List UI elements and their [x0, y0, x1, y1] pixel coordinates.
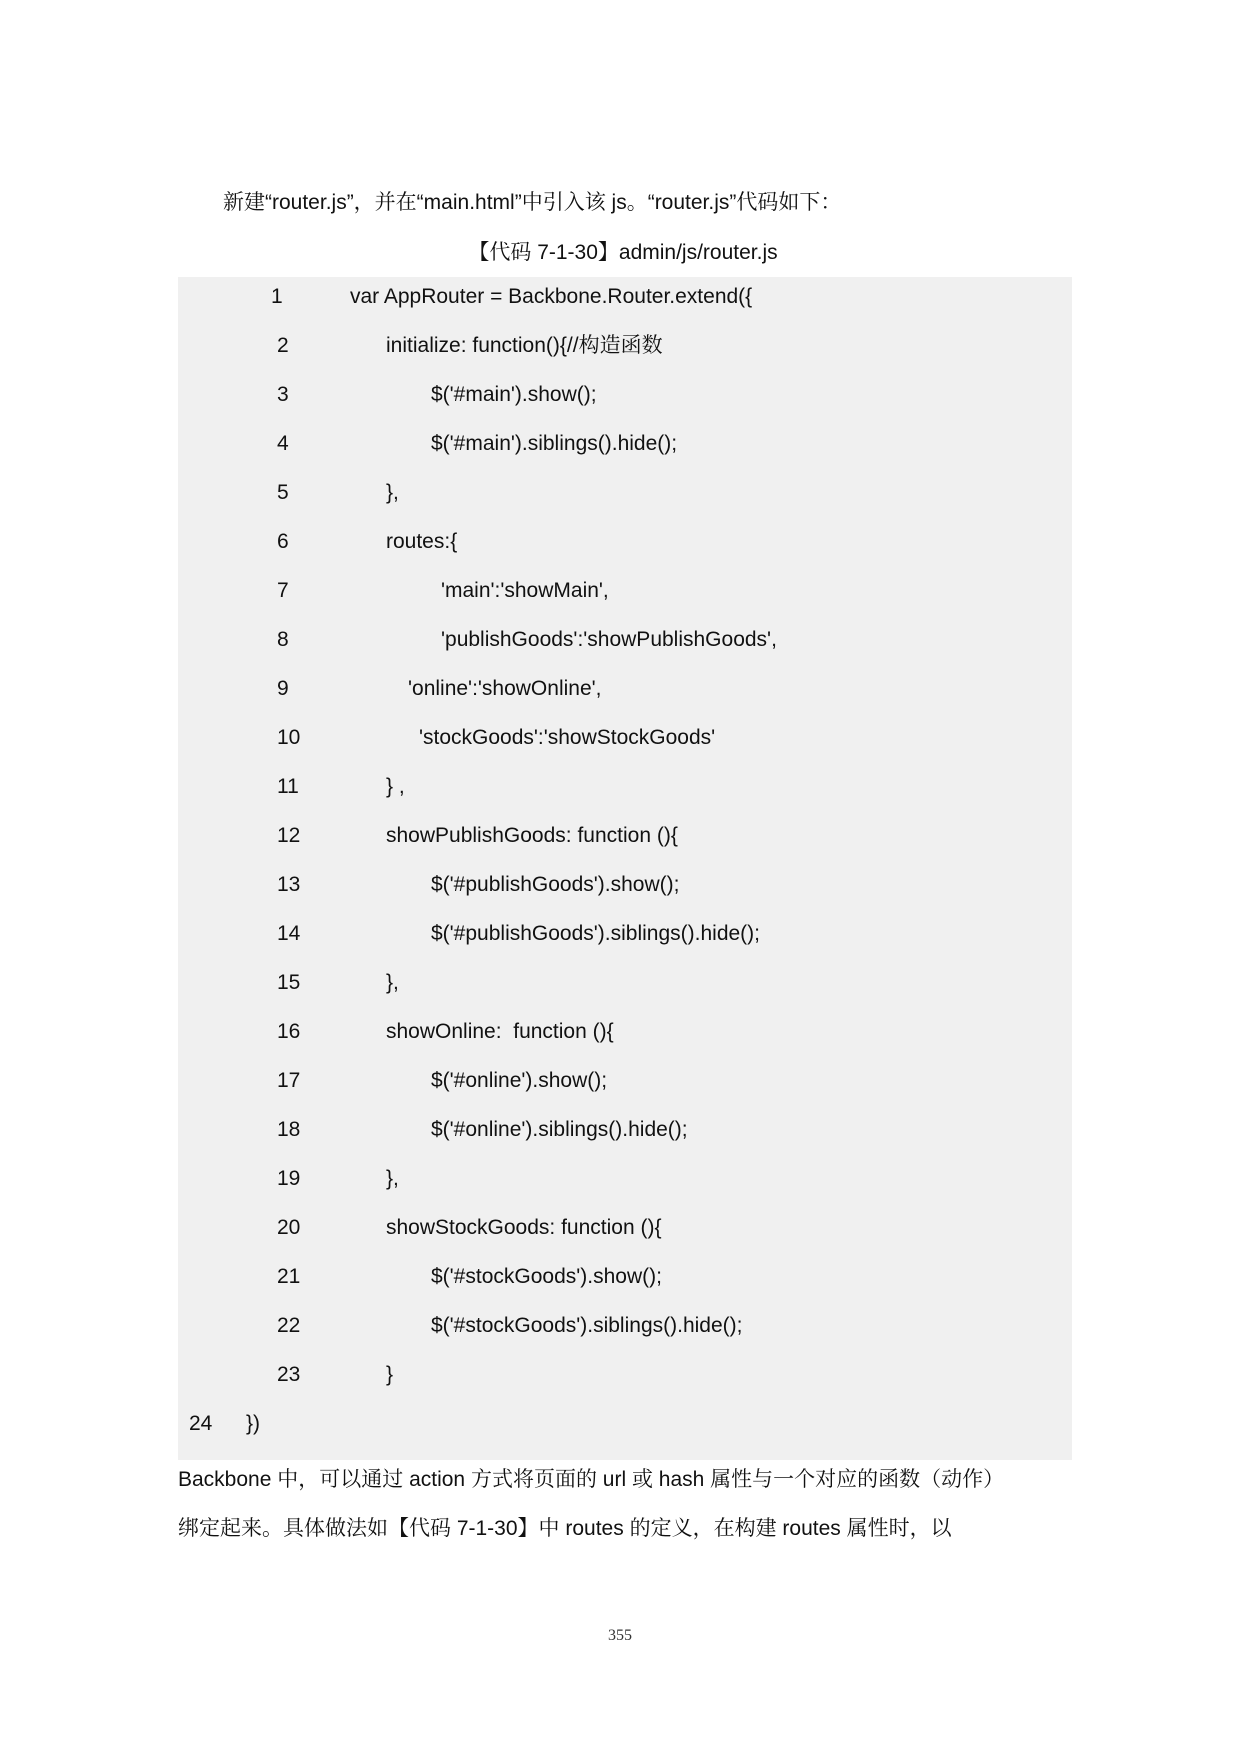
- code-text: $('#main').show();: [431, 383, 597, 406]
- code-text: },: [386, 481, 399, 504]
- code-line: [178, 522, 458, 562]
- code-line: [178, 1355, 394, 1395]
- code-text: $('#stockGoods').siblings().hide();: [431, 1314, 743, 1337]
- line-number: 11: [277, 775, 299, 798]
- code-text: showStockGoods: function (){: [386, 1216, 662, 1239]
- line-number: 6: [277, 530, 289, 553]
- code-caption: 【代码 7-1-30】admin/js/router.js: [468, 241, 778, 264]
- code-text: }: [386, 1363, 394, 1386]
- line-number: 2: [277, 334, 289, 357]
- line-number: 23: [277, 1363, 301, 1386]
- line-number: 10: [277, 726, 301, 749]
- line-number: 15: [277, 971, 301, 994]
- code-line: [178, 767, 405, 807]
- line-number: 18: [277, 1118, 301, 1141]
- code-text: $('#main').siblings().hide();: [431, 432, 678, 455]
- line-number: 19: [277, 1167, 301, 1190]
- code-text: var AppRouter = Backbone.Router.extend({: [350, 285, 753, 308]
- line-number: 8: [277, 628, 289, 651]
- code-line: [178, 1159, 399, 1199]
- code-text: $('#stockGoods').show();: [431, 1265, 662, 1288]
- code-text: 'main':'showMain',: [441, 579, 609, 602]
- code-line: [178, 1306, 743, 1346]
- line-number: 17: [277, 1069, 301, 1092]
- code-line: [178, 1012, 614, 1052]
- line-number: 9: [277, 677, 289, 700]
- code-text: 'stockGoods':'showStockGoods': [419, 726, 716, 749]
- code-line: [178, 1110, 688, 1150]
- code-line: [178, 1061, 608, 1101]
- code-line: [178, 669, 602, 709]
- code-line: [178, 326, 663, 366]
- line-number: 24: [189, 1412, 213, 1435]
- code-line: [178, 865, 680, 905]
- intro-paragraph: 新建“router.js”，并在“main.html”中引入该 js。“router.js”代码如下：: [223, 191, 842, 214]
- code-line: [178, 473, 399, 513]
- code-line: [178, 620, 777, 660]
- code-line: [178, 718, 716, 758]
- code-line: [178, 816, 678, 856]
- code-line: [178, 963, 399, 1003]
- code-line: [178, 571, 609, 611]
- code-line: [178, 277, 753, 317]
- code-text: } ,: [386, 775, 405, 798]
- code-line: [178, 914, 760, 954]
- code-text: 'publishGoods':'showPublishGoods',: [441, 628, 777, 651]
- line-number: 4: [277, 432, 289, 455]
- code-text: $('#online').show();: [431, 1069, 608, 1092]
- code-text: }): [246, 1412, 261, 1435]
- code-text: showPublishGoods: function (){: [386, 824, 678, 847]
- code-text: $('#publishGoods').siblings().hide();: [431, 922, 760, 945]
- line-number: 3: [277, 383, 289, 406]
- code-line: [178, 375, 597, 415]
- code-text: },: [386, 971, 399, 994]
- line-number: 7: [277, 579, 289, 602]
- page-number: 355: [608, 1627, 632, 1644]
- code-text: 'online':'showOnline',: [408, 677, 602, 700]
- code-line: [178, 1404, 261, 1444]
- line-number: 20: [277, 1216, 301, 1239]
- line-number: 1: [271, 285, 283, 308]
- code-text: showOnline: function (){: [386, 1020, 614, 1043]
- code-text: $('#publishGoods').show();: [431, 873, 680, 896]
- code-text: initialize: function(){//构造函数: [386, 334, 663, 357]
- code-text: routes:{: [386, 530, 458, 553]
- line-number: 14: [277, 922, 301, 945]
- code-line: [178, 1257, 662, 1297]
- line-number: 22: [277, 1314, 301, 1337]
- line-number: 13: [277, 873, 301, 896]
- code-line: [178, 424, 678, 464]
- code-block: [178, 277, 1072, 1460]
- code-text: $('#online').siblings().hide();: [431, 1118, 688, 1141]
- line-number: 12: [277, 824, 301, 847]
- code-line: [178, 1208, 662, 1248]
- line-number: 5: [277, 481, 289, 504]
- code-text: },: [386, 1167, 399, 1190]
- body-paragraph-line-2: 绑定起来。具体做法如【代码 7-1-30】中 routes 的定义，在构建 routes 属性时，以: [178, 1517, 952, 1540]
- body-paragraph-line-1: Backbone 中，可以通过 action 方式将页面的 url 或 hash 属性与一个对应的函数（动作）: [178, 1468, 1005, 1491]
- line-number: 21: [277, 1265, 301, 1288]
- line-number: 16: [277, 1020, 301, 1043]
